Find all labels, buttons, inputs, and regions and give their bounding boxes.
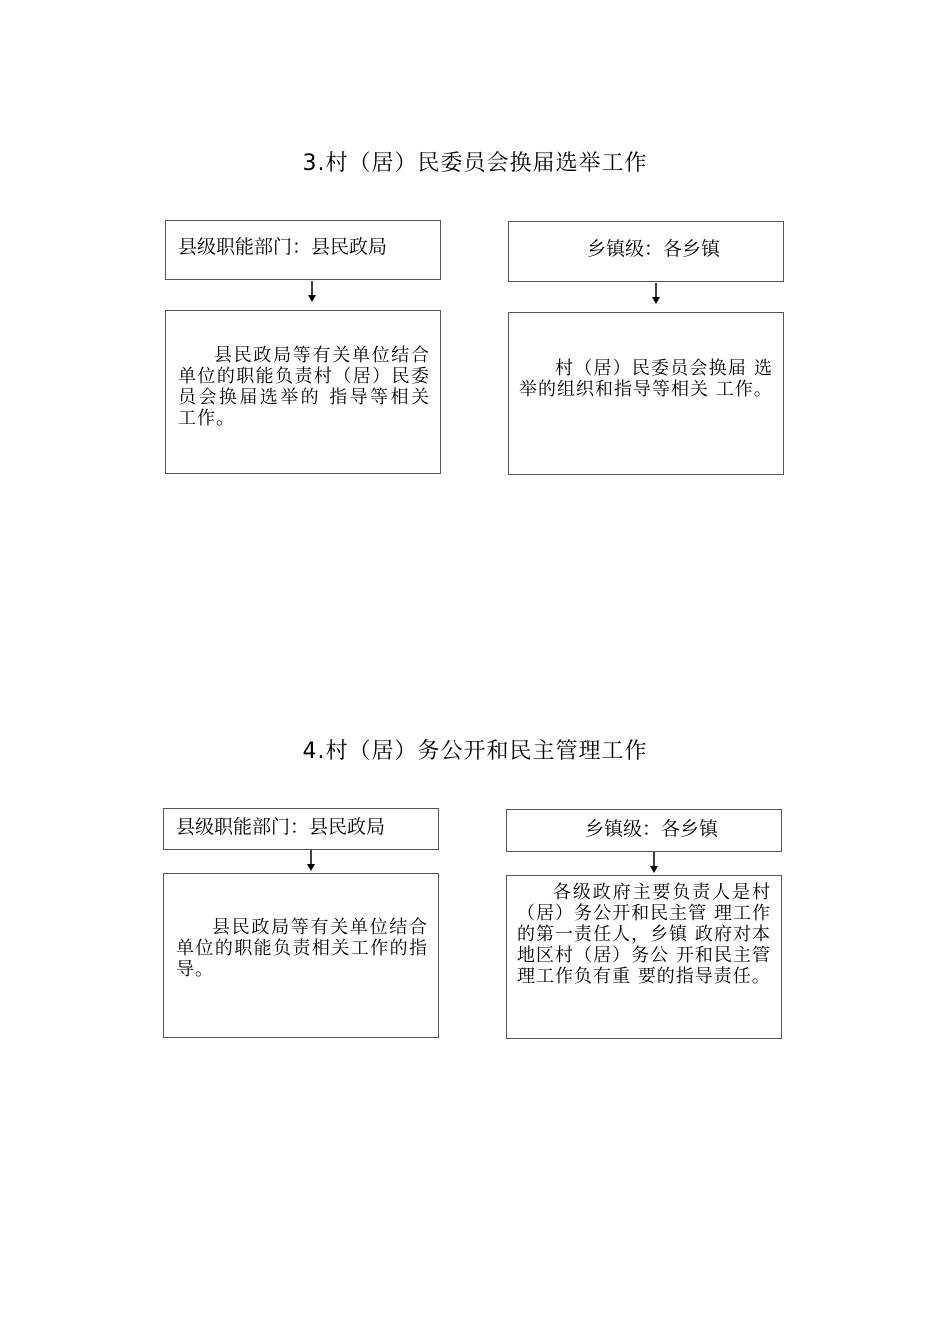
section-4-county-header-box [163,808,439,850]
section-4-county-arrow-icon [306,850,316,872]
section-3-county-body-box [165,310,441,474]
section-4-county-body-box [163,873,439,1038]
section-4-township-body: 各级政府主要负责人是村（居）务公开和民主管 理工作的第一责任人，乡镇 政府对本地区村（居）务公 开和民主管理工作负有重 要的指导责任。 [517,882,771,987]
section-3-township-header: 乡镇级：各乡镇 [587,238,721,260]
section-3-township-body-box [508,312,784,475]
section-4-township-arrow-icon [649,852,659,874]
section-4-county-header: 县级职能部门：县民政局 [176,816,386,838]
section-3-township-body: 村（居）民委员会换届 选举的组织和指导等相关 工作。 [519,358,773,400]
section-4-township-header: 乡镇级：各乡镇 [585,818,719,840]
section-4-county-body: 县民政局等有关单位结合单位的职能负责相关工作的指导。 [176,917,428,980]
section-4-title: 4.村（居）务公开和民主管理工作 [302,739,648,764]
section-3-county-header: 县级职能部门：县民政局 [178,236,388,258]
section-4-township-body-box [506,875,782,1039]
section-3-title: 3.村（居）民委员会换届选举工作 [302,151,648,176]
section-3-township-header-box [508,221,784,282]
section-3-county-body: 县民政局等有关单位结合单位的职能负责村（居）民委员会换届选举的 指导等相关工作。 [178,345,430,429]
section-3-county-arrow-icon [307,281,317,303]
section-3-township-arrow-icon [651,283,661,305]
section-4-township-header-box [506,809,782,852]
section-3-county-header-box [165,220,441,280]
